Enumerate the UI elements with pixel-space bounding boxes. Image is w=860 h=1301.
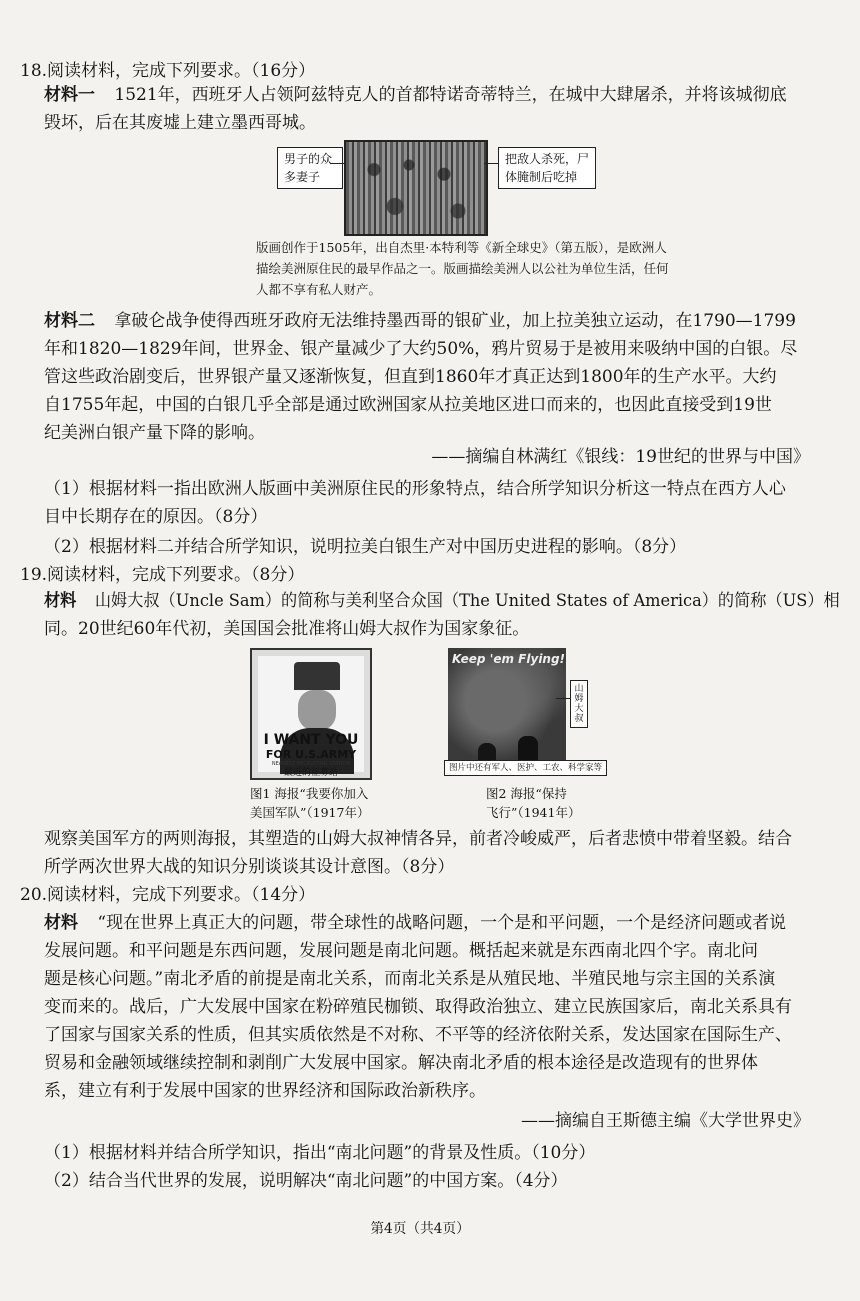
q18-material1-line1 (44, 84, 787, 106)
q20-material-line1 (44, 912, 786, 934)
keep-em-flying-poster-1941 (448, 648, 566, 766)
poster2-title: Keep 'em Flying! (452, 652, 566, 666)
q19-material-text1: 山姆大叔（Uncle Sam）的简称与美利坚合众国（The United States of America）的简称（US）相 (94, 591, 840, 611)
q18-material2-line5: 纪美洲白银产量下降的影响。 (44, 423, 265, 443)
q20-material-text1: “现在世界上真正大的问题，带全球性的战略问题，一个是和平问题，一个是经济问题或者说 (97, 913, 787, 933)
q18-heading: 18.阅读材料，完成下列要求。（16分） (20, 61, 316, 81)
q20-sub2: （2）结合当代世界的发展，说明解决“南北问题”的中国方案。（4分） (44, 1171, 568, 1191)
q20-source: ——摘编自王斯德主编《大学世界史》 (521, 1111, 810, 1131)
poster1-headline: I WANT YOU (263, 732, 359, 748)
q18-material2-line1 (44, 310, 796, 332)
q18-material2-label: 材料二 (44, 311, 95, 331)
q20-material-line7: 系，建立有利于发展中国家的世界经济和国际政治新秩序。 (44, 1081, 486, 1101)
engraving-label-right: 把敌人杀死，尸体腌制后吃掉 (498, 147, 596, 189)
q20-material-line4: 变而来的。战后，广大发展中国家在粉碎殖民枷锁、取得政治独立、建立民族国家后，南北关系具有 (44, 997, 792, 1017)
uncle-sam-poster-1917 (250, 648, 372, 780)
poster1-small-text: NEAREST RECRUITING STATION (271, 761, 351, 767)
q18-material1-text1: 1521年，西班牙人占领阿兹特克人的首都特诺奇蒂特兰，在城中大肆屠杀，并将该城彻底 (114, 85, 787, 105)
q18-material1-line2: 毁坏，后在其废墟上建立墨西哥城。 (44, 113, 316, 133)
engraving-caption-line3: 人都不享有私人财产。 (256, 282, 382, 297)
engraving-label-left: 男子的众多妻子 (277, 147, 343, 189)
poster1-subheadline: FOR U.S.ARMY (265, 748, 357, 761)
q18-sub1-line1: （1）根据材料一指出欧洲人版画中美洲原住民的形象特点，结合所学知识分析这一特点在西方人心 (44, 479, 786, 499)
q19-heading: 19.阅读材料，完成下列要求。（8分） (20, 565, 305, 585)
poster2-banner: 图片中还有军人、医护、工农、科学家等 (444, 760, 607, 776)
q20-material-label: 材料 (44, 913, 78, 933)
q19-question-line1: 观察美国军方的两则海报，其塑造的山姆大叔神情各异，前者冷峻威严，后者悲愤中带着坚毅。结合 (44, 829, 792, 849)
engraving-caption-line2: 描绘美洲原住民的最早作品之一。版画描绘美洲人以公社为单位生活，任何 (256, 261, 669, 276)
q19-question-line2: 所学两次世界大战的知识分别谈谈其设计意图。（8分） (44, 857, 455, 877)
fig2-caption-line2: 飞行”（1941年） (486, 805, 581, 820)
fig2-caption-line1: 图2 海报“保持 (486, 786, 567, 801)
engraving-caption-line1: 版画创作于1505年，出自杰里·本特利等《新全球史》（第五版），是欧洲人 (256, 240, 667, 255)
engraving-image (344, 140, 488, 236)
engraving-arrow-right (484, 163, 498, 164)
q20-material-line2: 发展问题。和平问题是东西问题，发展问题是南北问题。概括起来就是东西南北四个字。南北问 (44, 941, 758, 961)
q20-sub1: （1）根据材料并结合所学知识，指出“南北问题”的背景及性质。（10分） (44, 1143, 596, 1163)
fig1-caption-line1: 图1 海报“我要你加入 (250, 786, 369, 801)
q20-material-line5: 了国家与国家关系的性质，但其实质依然是不对称、不平等的经济依附关系，发达国家在国际生产、 (44, 1025, 792, 1045)
q20-material-line3: 题是核心问题。”南北矛盾的前提是南北关系，而南北关系是从殖民地、半殖民地与宗主国的关系演 (44, 969, 776, 989)
q18-material2-line2: 年和1820—1829年间，世界金、银产量减少了大约50%，鸦片贸易于是被用来吸纳中国的白银。尽 (44, 339, 798, 359)
q18-material1-label: 材料一 (44, 85, 95, 105)
fig1-caption-line2: 美国军队”（1917年） (250, 805, 370, 820)
q18-material2-source: ——摘编自林满红《银线：19世纪的世界与中国》 (431, 447, 810, 467)
q19-material-label: 材料 (44, 591, 77, 611)
q18-material2-text1: 拿破仑战争使得西班牙政府无法维持墨西哥的银矿业，加上拉美独立运动，在1790—1799 (114, 311, 796, 331)
engraving-arrow-left (330, 163, 344, 164)
q18-material2-line3: 管这些政治剧变后，世界银产量又逐渐恢复，但直到1860年才真正达到1800年的生产水平。大约 (44, 367, 777, 387)
q19-material-line2: 同。20世纪60年代初，美国国会批准将山姆大叔作为国家象征。 (44, 619, 530, 639)
poster2-uncle-sam-label: 山姆大叔 (570, 680, 588, 728)
poster1-chinese-text: 最近的征募站 (283, 768, 338, 778)
q18-sub1-line2: 目中长期存在的原因。（8分） (44, 507, 268, 527)
q19-material-line1 (44, 590, 840, 612)
q20-heading: 20.阅读材料，完成下列要求。（14分） (20, 885, 316, 905)
q20-material-line6: 贸易和金融领域继续控制和剥削广大发展中国家。解决南北矛盾的根本途径是改造现有的世界体 (44, 1053, 758, 1073)
q18-sub2: （2）根据材料二并结合所学知识，说明拉美白银生产对中国历史进程的影响。（8分） (44, 537, 687, 557)
q18-material2-line4: 自1755年起，中国的白银几乎全部是通过欧洲国家从拉美地区进口而来的，也因此直接受到19世 (44, 395, 772, 415)
page-footer: 第4页（共4页） (370, 1221, 470, 1237)
poster2-arrow (556, 698, 570, 699)
